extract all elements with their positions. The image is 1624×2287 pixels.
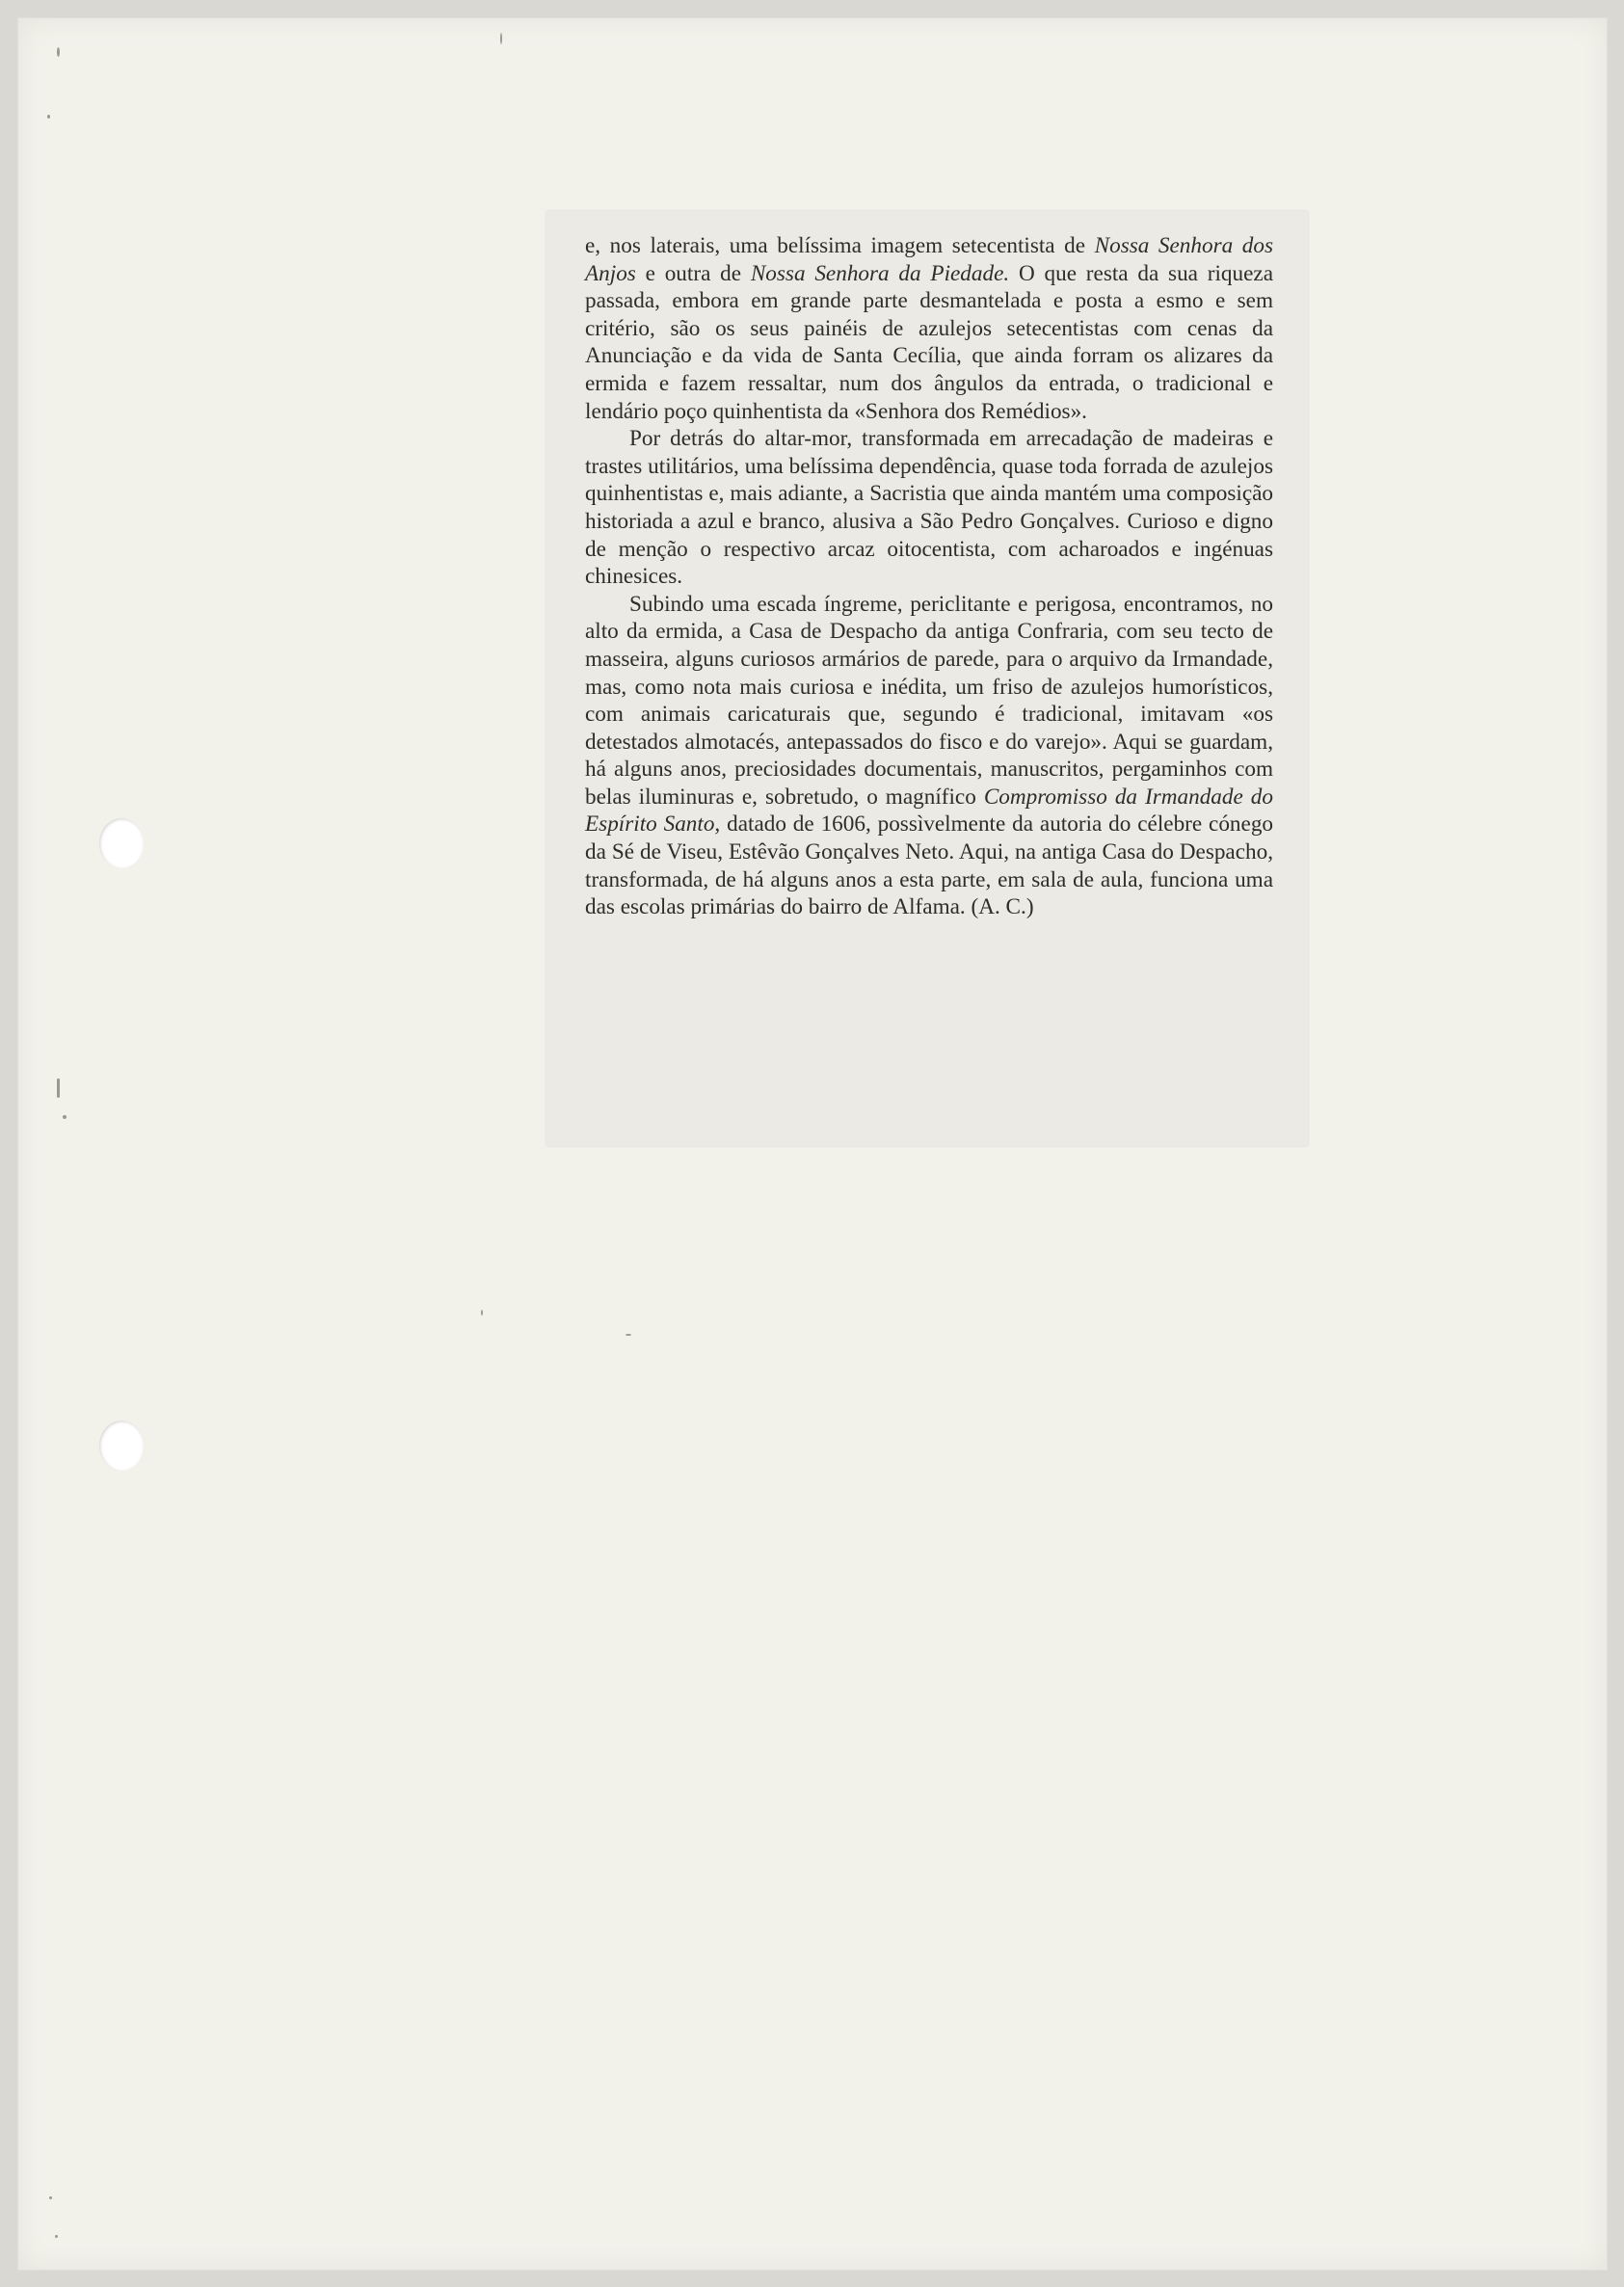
italic-title: Nossa Senhora da Piedade. [750, 260, 1010, 286]
paper-speck [500, 33, 502, 44]
paper-speck [47, 115, 50, 119]
italic-title: Compromisso da Irmandade do Espírito Santo, [585, 784, 1273, 838]
text-run: O que resta da sua riqueza passada, embora em grande parte desmantelada e posta a esmo e sem critério, são os seus painéis de azulejos setecentistas com cenas da Anunciação e da vida de Santa Cecília, que ainda forram os alizares da ermida e fazem ressaltar, num dos ângulos da entrada, o tradicional e lendário poço quinhentista da «Senhora dos Remédios». [585, 260, 1273, 424]
text-run: Subindo uma escada íngreme, periclitante e perigosa, encontramos, no alto da ermida, a Casa de Despacho da antiga Confraria, com seu tecto de masseira, alguns curiosos armários de parede, para o arquivo da Irmandade, mas, como nota mais curiosa e inédita, um friso de azulejos humorísticos, com animais caricaturais que, segundo é tradicional, imitavam «os detestados almotacés, antepassados do fisco e do varejo». Aqui se guardam, há alguns anos, preciosidades documentais, manuscritos, pergaminhos com belas iluminuras e, sobretudo, o magnífico [585, 591, 1273, 810]
paper-speck [481, 1310, 483, 1316]
paper-speck [626, 1334, 631, 1336]
paper-speck [63, 1115, 67, 1119]
text-run: datado de 1606, possìvelmente da autoria do célebre cónego da Sé de Viseu, Estêvão Gonçalves Neto. Aqui, na antiga Casa do Despacho, transformada, de há alguns anos a esta parte, em sala de aula, funciona uma das escolas primárias do bairro de Alfama. (A. C.) [585, 811, 1274, 920]
newspaper-clipping [546, 211, 1308, 1146]
paragraph-1 [585, 232, 1273, 425]
paper-speck [57, 1078, 60, 1098]
punch-hole-top [99, 818, 144, 868]
paragraph-3 [585, 591, 1273, 921]
article-text [585, 232, 1273, 921]
paper-speck [55, 2235, 58, 2238]
archive-sheet [17, 17, 1608, 2271]
paragraph-2: Por detrás do altar-mor, transformada em arrecadação de madeiras e trastes utilitários, uma belíssima dependência, quase toda forrada de azulejos quinhentistas e, mais adiante, a Sacristia que ainda mantém uma composição historiada a azul e branco, alusiva a São Pedro Gonçalves. Curioso e digno de menção o respectivo arcaz oitocentista, com acharoados e ingénuas chinesices. [585, 426, 1273, 590]
paper-speck [57, 47, 60, 57]
text-run: e, nos laterais, uma belíssima imagem setecentista de [585, 233, 1095, 258]
punch-hole-bottom [99, 1421, 144, 1471]
text-run: e outra de [635, 260, 751, 286]
paper-speck [49, 2196, 52, 2199]
italic-title: Nossa Senhora dos Anjos [585, 233, 1273, 286]
